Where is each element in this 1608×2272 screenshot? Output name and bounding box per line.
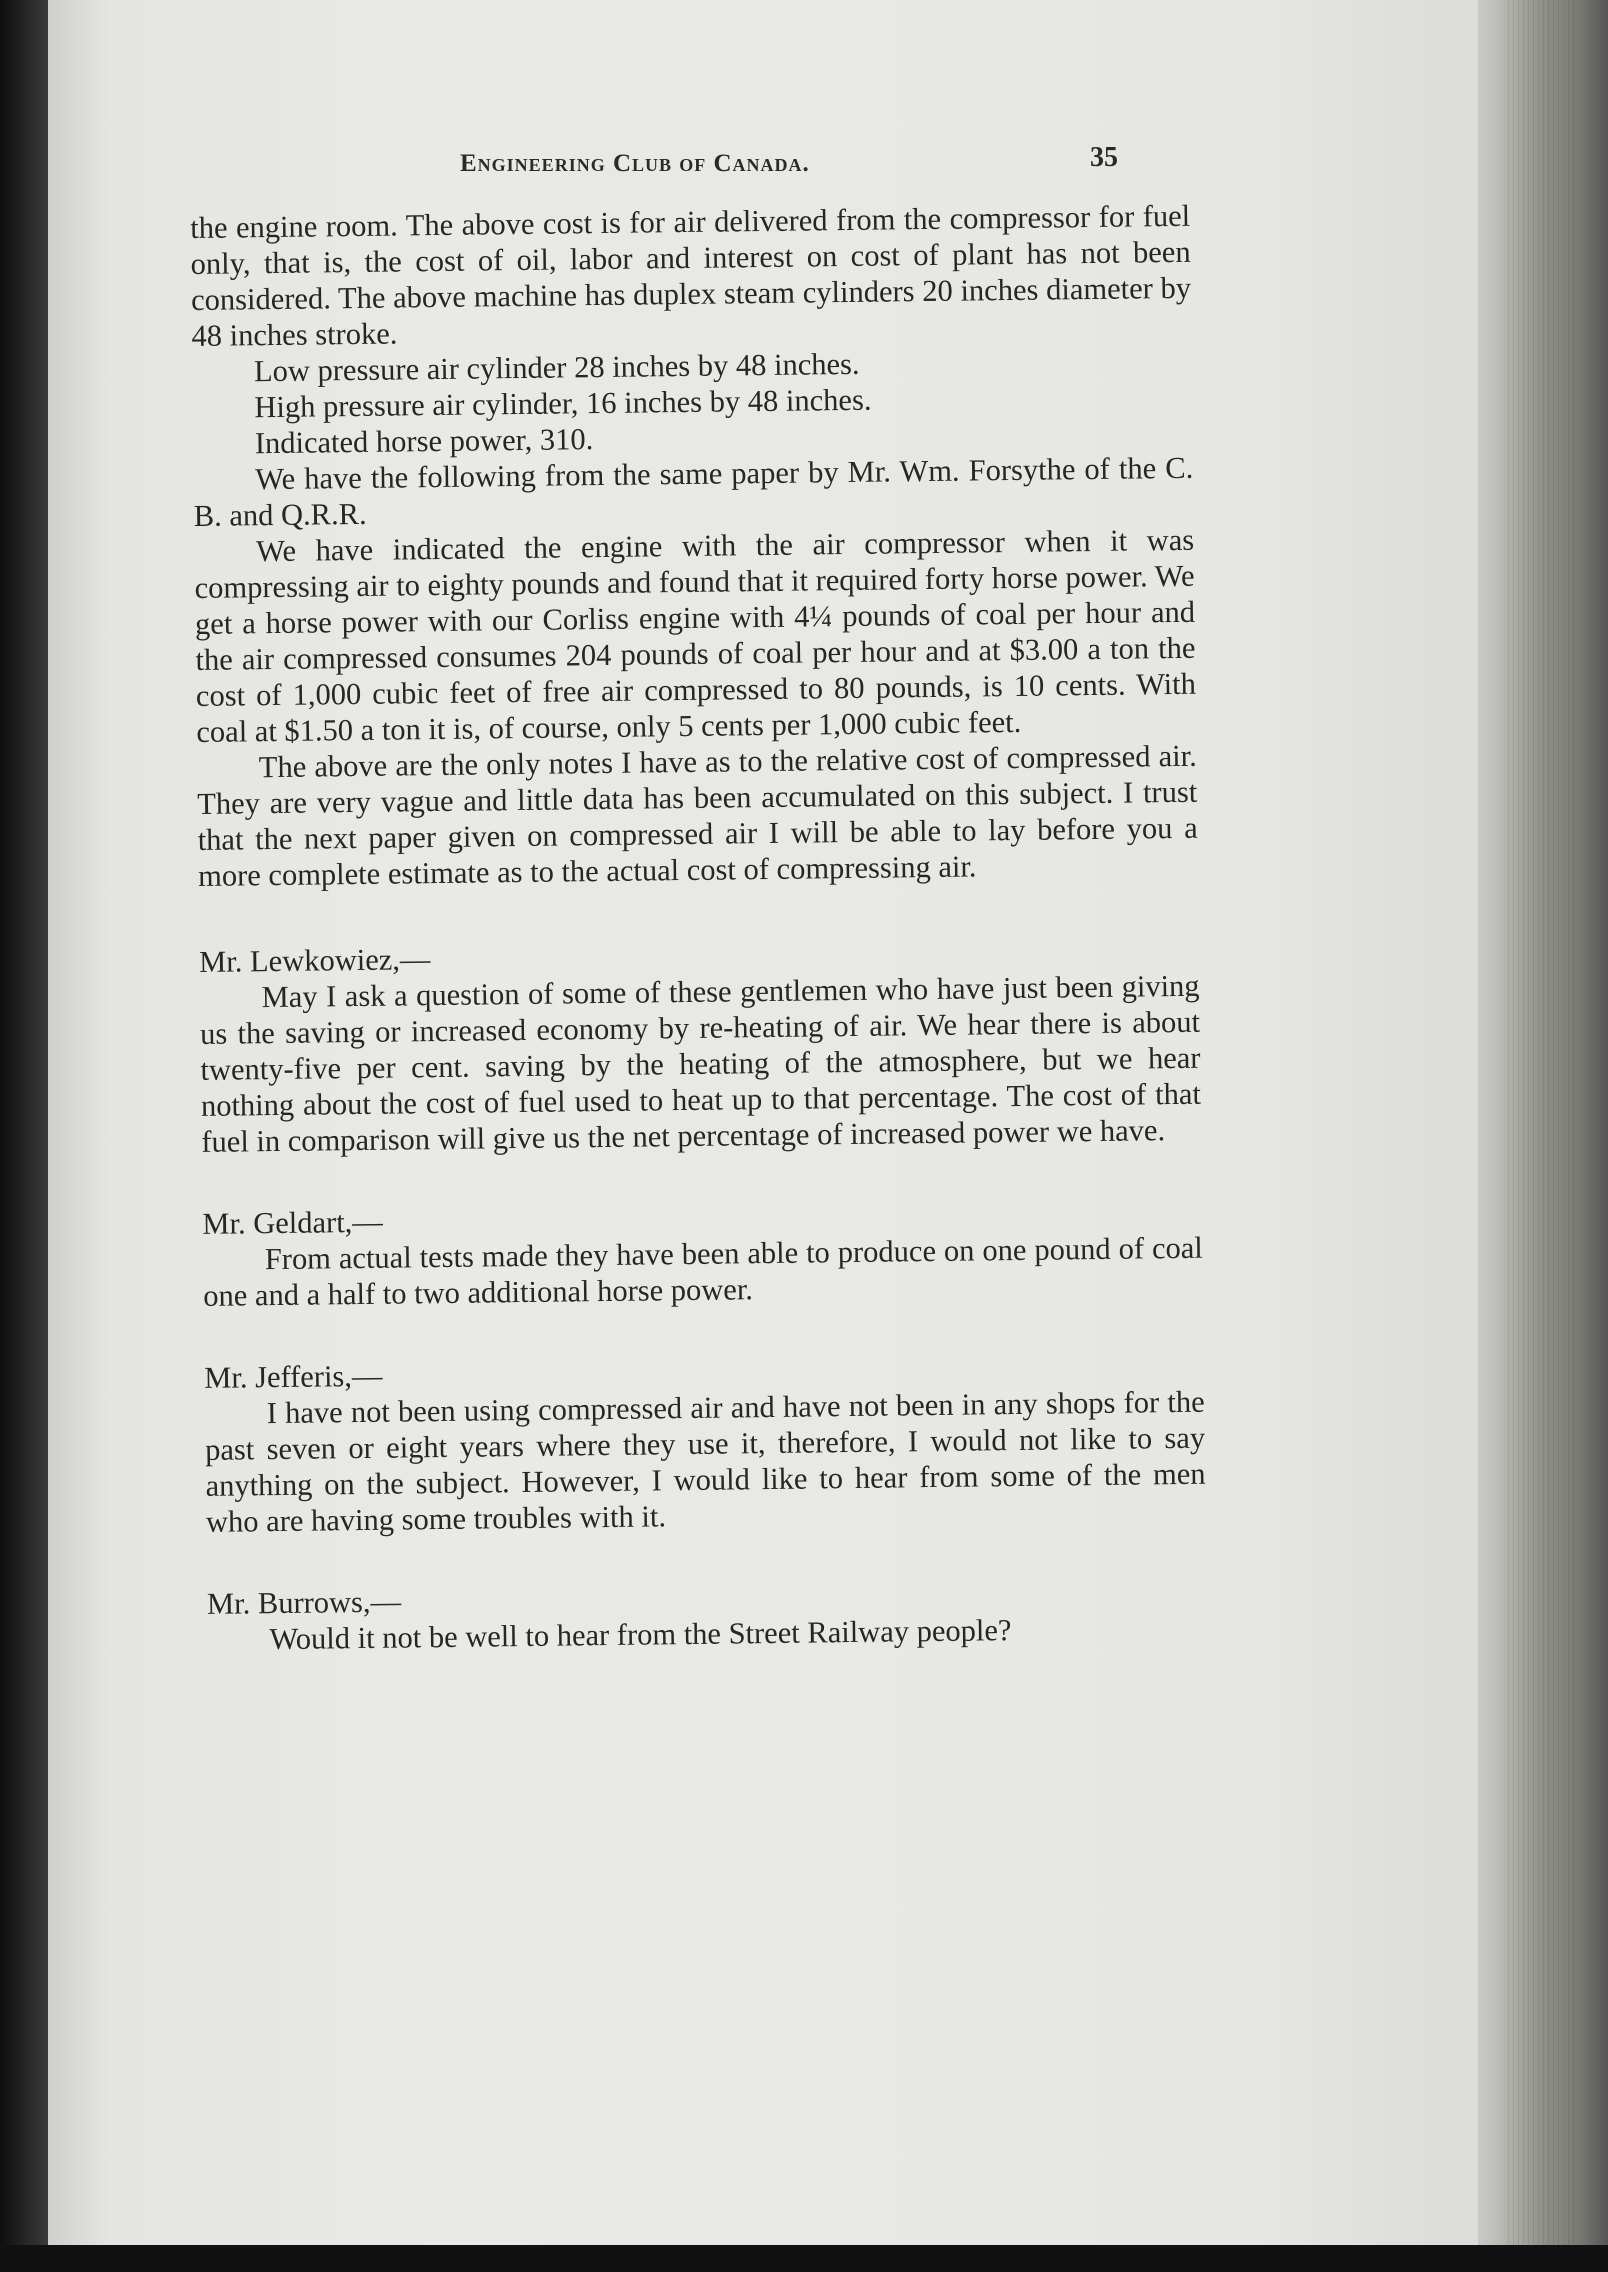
speaker-name: Mr. Lewkowiez,— — [198, 942, 431, 979]
page-edges — [1478, 0, 1608, 2272]
paragraph: Low pressure air cylinder 28 inches by 48 inches. — [253, 346, 860, 389]
paragraph: I have not been using compressed air and have not been in any shops for the past seven or eight years where they use it, therefore, I would not like to say anything on the subject. However, I would like to hear from some of the men who are having some troubles with it. — [204, 1384, 1206, 1539]
paragraph: From actual tests made they have been able to produce on one pound of coal one and a half to two additional horse power. — [203, 1230, 1203, 1313]
paragraph: Would it not be well to hear from the Street Railway people? — [269, 1613, 1012, 1657]
paragraph: We have the following from the same paper by Mr. Wm. Forsythe of the C. B. and Q.R.R. — [193, 450, 1194, 533]
body-text — [190, 198, 1208, 1658]
running-head: Engineering Club of Canada. — [460, 150, 810, 177]
paragraph: the engine room. The above cost is for air delivered from the compressor for fuel only, that is, the cost of oil, labor and interest on cost of plant has not been considered. The above machine has duplex steam cylinders 20 inches diameter by 48 inches stroke. — [190, 198, 1192, 353]
speaker-name: Mr. Geldart,— — [202, 1204, 384, 1241]
paragraph: Indicated horse power, 310. — [254, 422, 594, 461]
speaker-name: Mr. Jefferis,— — [204, 1358, 383, 1395]
page-header — [440, 138, 1200, 188]
paragraph: High pressure air cylinder, 16 inches by 48 inches. — [254, 382, 872, 425]
speaker-name: Mr. Burrows,— — [206, 1584, 402, 1621]
page-number: 35 — [1090, 142, 1118, 173]
paragraph: The above are the only notes I have as to the relative cost of compressed air. They are very vague and little data has been accumulated on this subject. I trust that the next paper given on compressed air I will be able to lay before you a more complete estimate as to the actual cost of compressing air. — [197, 738, 1198, 893]
paragraph: May I ask a question of some of these gentlemen who have just been giving us the saving or increased economy by re-heating of air. We hear there is about twenty-five per cent. saving by the heating of the atmosphere, but we hear nothing about the cost of fuel used to heat up to that percentage. The cost of that fuel in comparison will give us the net percentage of increased power we have. — [199, 968, 1202, 1159]
paragraph: We have indicated the engine with the air compressor when it was compressing air to eighty pounds and found that it required forty horse power. We get a horse power with our Corliss engine with 4¼ pounds of coal per hour and the air compressed consumes 204 pounds of coal per hour and at $3.00 a ton the cost of 1,000 cubic feet of free air compressed to 80 pounds, is 10 cents. With coal at $1.50 a ton it is, of course, only 5 cents per 1,000 cubic feet. — [194, 522, 1197, 749]
bottom-border — [0, 2245, 1608, 2272]
book-gutter — [0, 0, 48, 2272]
